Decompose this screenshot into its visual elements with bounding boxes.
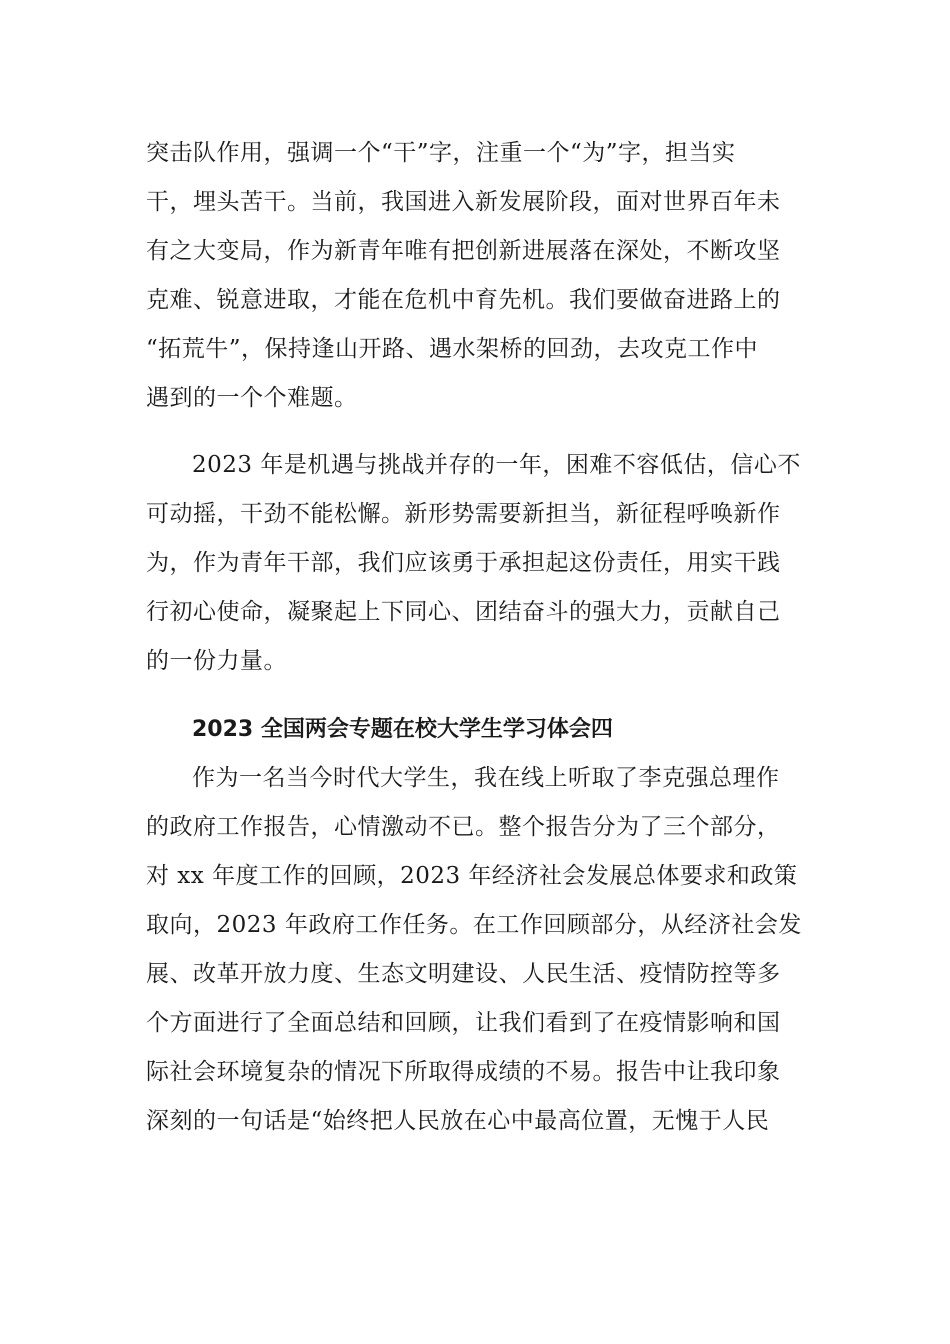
section-heading-block <box>146 705 816 754</box>
text-line: 有之大变局，作为新青年唯有把创新进展落在深处，不断攻坚 <box>146 238 781 264</box>
text-line: 深刻的一句话是“始终把人民放在心中最高位置，无愧于人民 <box>146 1108 770 1134</box>
paragraph-3 <box>146 754 816 1146</box>
text-line: 际社会环境复杂的情况下所取得成绩的不易。报告中让我印象 <box>146 1059 781 1085</box>
paragraph-2 <box>146 441 816 686</box>
text-line: 取向，2023 年政府工作任务。在工作回顾部分，从经济社会发 <box>146 912 802 938</box>
text-line: 的政府工作报告，心情激动不已。整个报告分为了三个部分， <box>146 814 781 840</box>
text-line: 遇到的一个个难题。 <box>146 385 358 411</box>
section-heading: 2023 全国两会专题在校大学生学习体会四 <box>192 717 613 742</box>
text-line: 2023 年是机遇与挑战并存的一年，困难不容低估，信心不 <box>192 452 801 478</box>
text-line: 的一份力量。 <box>146 648 287 674</box>
text-line: 克难、锐意进取，才能在危机中育先机。我们要做奋进路上的 <box>146 287 781 313</box>
text-line: 个方面进行了全面总结和回顾，让我们看到了在疫情影响和国 <box>146 1010 781 1036</box>
text-line: 为，作为青年干部，我们应该勇于承担起这份责任，用实干践 <box>146 550 781 576</box>
text-line: 行初心使命，凝聚起上下同心、团结奋斗的强大力，贡献自己 <box>146 599 781 625</box>
text-line: 突击队作用，强调一个“干”字，注重一个“为”字，担当实 <box>146 140 736 166</box>
text-line: 可动摇，干劲不能松懈。新形势需要新担当，新征程呼唤新作 <box>146 501 781 527</box>
text-line: 对 xx 年度工作的回顾，2023 年经济社会发展总体要求和政策 <box>146 863 798 889</box>
paragraph-1 <box>146 129 816 423</box>
text-line: “拓荒牛”，保持逢山开路、遇水架桥的回劲，去攻克工作中 <box>146 336 759 362</box>
text-line: 展、改革开放力度、生态文明建设、人民生活、疫情防控等多 <box>146 961 781 987</box>
text-line: 作为一名当今时代大学生，我在线上听取了李克强总理作 <box>192 765 780 791</box>
text-line: 干，埋头苦干。当前，我国进入新发展阶段，面对世界百年未 <box>146 189 781 215</box>
